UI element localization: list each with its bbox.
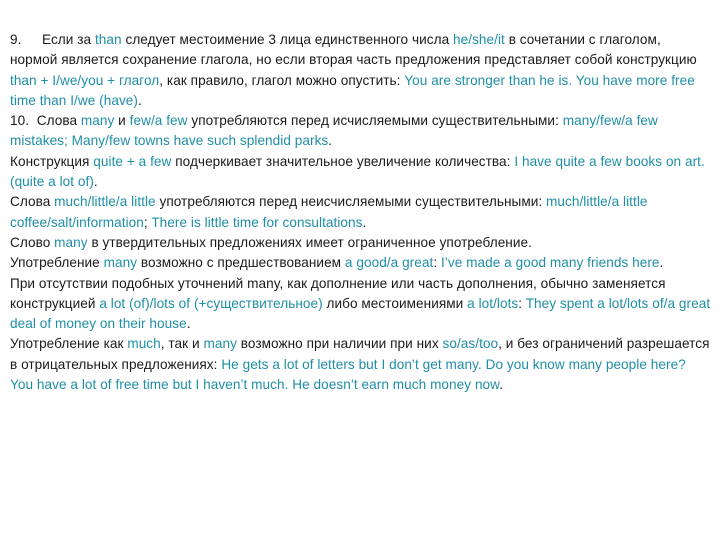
document-body <box>10 30 712 395</box>
text-segment: возможно при наличии при них <box>236 336 443 352</box>
text-segment: либо местоимениями <box>322 295 468 311</box>
highlight-segment: he/she/it <box>453 32 505 47</box>
text-segment: Если за <box>42 32 95 47</box>
paragraph-9 <box>10 30 712 111</box>
highlight-segment: They spent a lot/lots of/a great deal of money on their house <box>10 295 711 332</box>
text-segment: Слово <box>10 234 55 250</box>
highlight-segment: a lot (of)/lots of (+существительное) <box>99 295 323 311</box>
text-segment: . <box>362 214 367 230</box>
text-segment: употребляются перед исчисляемыми существительными: <box>187 113 563 129</box>
highlight-segment: few/a few <box>129 113 188 129</box>
text-segment: ; <box>143 214 152 230</box>
text-segment: , и без ограничений разрешается в отрицательных предложениях: <box>10 336 710 372</box>
highlight-segment: much <box>127 336 161 352</box>
text-segment: . <box>659 255 664 271</box>
highlight-segment: than <box>94 32 122 47</box>
highlight-segment: a good/a great <box>344 255 434 271</box>
text-segment: возможно с предшествованием <box>137 255 345 271</box>
highlight-segment: There is little time for consultations <box>151 214 363 230</box>
highlight-segment: many <box>80 113 115 129</box>
highlight-segment: much/little/a little <box>54 194 156 210</box>
text-segment: в сочетании с глаголом, нормой является сохранение глагола, но если вторая часть предложения представляет собой конструкцию <box>10 32 697 68</box>
item-number: 9. <box>10 32 22 47</box>
highlight-segment: many <box>203 336 237 352</box>
text-segment: : <box>518 295 526 311</box>
highlight-segment: quite + a few <box>93 153 172 169</box>
text-segment: При отсутствии подобных уточнений many, как дополнение или часть дополнения, обычно заменяется конструкцией <box>10 275 666 311</box>
highlight-segment: many <box>103 255 138 271</box>
text-segment: Слова <box>10 194 55 210</box>
paragraph-quite-a-few <box>10 152 712 193</box>
text-segment: . <box>137 92 142 108</box>
text-segment: , так и <box>160 336 204 352</box>
text-segment: следует местоимение 3 лица единственного числа <box>121 32 454 47</box>
text-segment: Слова <box>36 113 81 129</box>
highlight-segment: many <box>54 234 88 250</box>
text-segment: , как правило, глагол можно опустить: <box>159 72 405 88</box>
highlight-segment: You are stronger than he is. You have more free time than I/we (have) <box>10 72 695 108</box>
text-segment: подчеркивает значительное увеличение количества: <box>171 153 515 169</box>
text-segment: . <box>93 174 98 190</box>
highlight-segment: so/as/too <box>442 336 499 352</box>
highlight-segment: many/few/a few mistakes; Many/few towns have such splendid parks <box>10 113 658 149</box>
paragraph-much-many-negative <box>10 334 712 395</box>
paragraph-much-little <box>10 192 712 233</box>
paragraph-a-lot-of <box>10 274 712 335</box>
highlight-segment: a lot/lots <box>467 295 519 311</box>
paragraph-10 <box>10 111 712 152</box>
text-segment: Употребление как <box>10 336 128 352</box>
highlight-segment: much/little/a little coffee/salt/information <box>10 194 648 230</box>
text-segment: . <box>186 316 191 332</box>
paragraph-a-good-many <box>10 253 712 273</box>
text-segment: в утвердительных предложениях имеет ограниченное употребление. <box>87 234 532 250</box>
text-segment: Употребление <box>10 255 104 271</box>
highlight-segment: I have quite a few books on art. (quite a lot of) <box>10 153 705 190</box>
text-segment: : <box>433 255 441 271</box>
item-number: 10. <box>10 113 30 129</box>
highlight-segment: I’ve made a good many friends here <box>440 255 660 271</box>
text-segment: Конструкция <box>10 153 94 169</box>
text-segment: . <box>499 377 504 393</box>
highlight-segment: He gets a lot of letters but I don’t get many. Do you know many people here? You have a lot of free time but I haven’t much. He doesn’t earn much money now <box>10 356 686 393</box>
text-segment: . <box>328 133 333 149</box>
paragraph-many-affirmative <box>10 233 712 253</box>
highlight-segment: than + I/we/you + глагол <box>10 72 160 88</box>
text-segment: употребляются перед неисчисляемыми существительными: <box>155 194 547 210</box>
text-segment: и <box>114 113 130 129</box>
